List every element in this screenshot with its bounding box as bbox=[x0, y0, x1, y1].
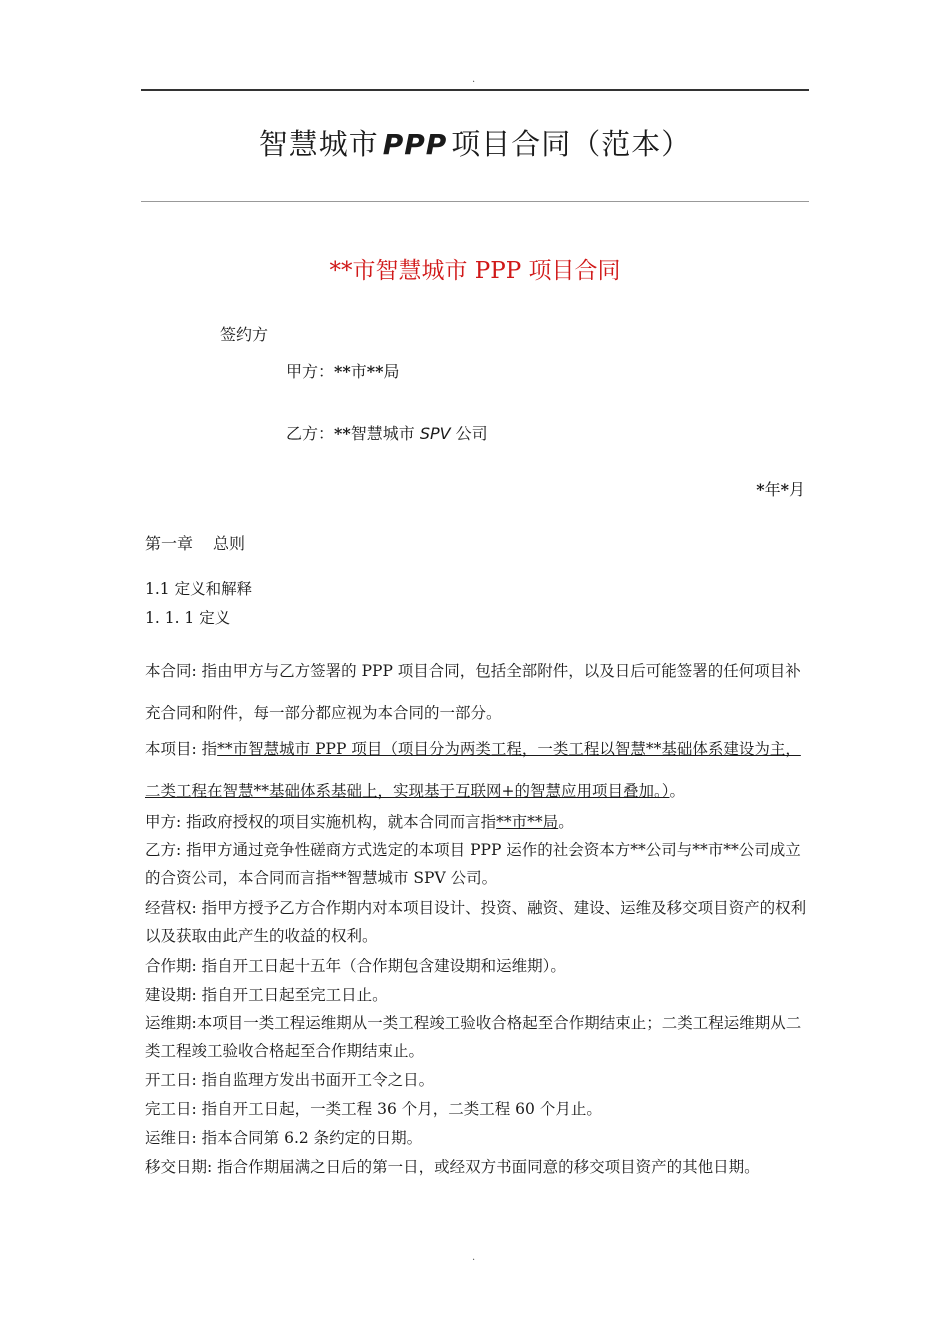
def-text: 指政府授权的项目实施机构，就本合同而言指 bbox=[181, 813, 497, 831]
date-year: 年 bbox=[764, 480, 781, 499]
def-om-period bbox=[145, 1009, 807, 1065]
def-term: 运维期: bbox=[145, 1014, 197, 1032]
party-a-line bbox=[286, 359, 400, 382]
def-contract bbox=[145, 650, 807, 734]
chapter-number: 第一章 bbox=[145, 534, 194, 553]
def-party-b bbox=[145, 836, 807, 892]
def-term: 本合同: bbox=[145, 662, 197, 680]
def-text: 本项目一类工程运维期从一类工程竣工验收合格起至合作期结束止；二类工程运维期从二类工程竣工验收合格起至合作期结束止。 bbox=[145, 1014, 802, 1060]
party-a-stars: ** bbox=[334, 362, 351, 381]
def-concession bbox=[145, 894, 807, 950]
date-star-year: * bbox=[756, 480, 765, 499]
signatories-label: 签约方 bbox=[220, 325, 269, 344]
header-rule bbox=[141, 89, 809, 91]
def-term: 移交日期: bbox=[145, 1158, 213, 1176]
def-text: 指甲方通过竞争性磋商方式选定的本项目 PPP 运作的社会资本方**公司与**市**公司成立的合资公司，本合同而言指**智慧城市 SPV 公司。 bbox=[145, 841, 801, 887]
party-b-line bbox=[286, 421, 488, 444]
party-a-stars-2: ** bbox=[366, 362, 384, 381]
def-term: 甲方: bbox=[145, 813, 182, 831]
sign-date bbox=[756, 477, 805, 500]
title-rule bbox=[141, 201, 809, 202]
def-text: 指合作期届满之日后的第一日，或经双方书面同意的移交项目资产的其他日期。 bbox=[212, 1158, 760, 1176]
def-text: 指本合同第 6.2 条约定的日期。 bbox=[196, 1129, 423, 1147]
title-suffix: 项目合同（范本） bbox=[451, 127, 692, 161]
title-prefix: 智慧城市 bbox=[258, 127, 379, 161]
project-description: **市智慧城市 PPP 项目（项目分为两类工程，一类工程以智慧**基础体系建设为主，二类工程在智慧**基础体系基础上，实现基于互联网+的智慧应用项目叠加。） bbox=[145, 740, 801, 800]
def-term: 建设期: bbox=[145, 986, 197, 1004]
party-b-stars: ** bbox=[334, 424, 351, 443]
def-party-a bbox=[145, 808, 807, 836]
footer-dot: . bbox=[472, 1252, 476, 1263]
party-a-city: 市 bbox=[350, 362, 367, 381]
chapter-name: 总则 bbox=[213, 534, 246, 553]
def-text: 指自开工日起十五年（合作期包含建设期和运维期）。 bbox=[196, 957, 566, 975]
section-1-1-1: 1. 1. 1 定义 bbox=[145, 609, 231, 627]
party-b-label: 乙方： bbox=[286, 424, 335, 443]
def-transfer-date bbox=[145, 1153, 807, 1181]
def-text: 指自开工日起，一类工程 36 个月，二类工程 60 个月止。 bbox=[196, 1100, 602, 1118]
def-text: 指自开工日起至完工日止。 bbox=[196, 986, 388, 1004]
party-a-name: **市**局 bbox=[496, 813, 559, 831]
def-completion-date bbox=[145, 1095, 807, 1123]
def-project bbox=[145, 728, 807, 812]
def-text-end: 。 bbox=[558, 813, 574, 831]
def-om-date bbox=[145, 1124, 807, 1152]
party-a-label: 甲方： bbox=[286, 362, 335, 381]
header-dot: . bbox=[472, 74, 476, 85]
party-b-name: 智慧城市 bbox=[350, 424, 420, 443]
title-ppp: PPP bbox=[382, 128, 448, 161]
party-b-spv: SPV bbox=[419, 424, 451, 443]
party-a-bureau: 局 bbox=[383, 362, 400, 381]
contract-title: **市智慧城市 PPP 项目合同 bbox=[329, 258, 621, 284]
def-term: 开工日: bbox=[145, 1071, 197, 1089]
def-term: 乙方: bbox=[145, 841, 182, 859]
def-text-end: 。 bbox=[669, 782, 686, 800]
def-term: 运维日: bbox=[145, 1129, 197, 1147]
def-term: 本项目: bbox=[145, 740, 197, 758]
def-term: 经营权: bbox=[145, 899, 197, 917]
def-construction-period bbox=[145, 981, 807, 1009]
def-term: 完工日: bbox=[145, 1100, 197, 1118]
def-text: 指甲方授予乙方合作期内对本项目设计、投资、融资、建设、运维及移交项目资产的权利以及获取由此产生的收益的权利。 bbox=[145, 899, 807, 945]
document-title bbox=[0, 122, 950, 163]
date-star-month: * bbox=[780, 480, 789, 499]
section-1-1: 1.1 定义和解释 bbox=[145, 580, 253, 598]
def-start-date bbox=[145, 1066, 807, 1094]
chapter-heading bbox=[145, 531, 245, 554]
def-text: 指自监理方发出书面开工令之日。 bbox=[196, 1071, 435, 1089]
def-text: 指由甲方与乙方签署的 PPP 项目合同，包括全部附件，以及日后可能签署的任何项目补充合同和附件，每一部分都应视为本合同的一部分。 bbox=[145, 662, 801, 722]
date-month: 月 bbox=[788, 480, 805, 499]
def-text: 指 bbox=[196, 740, 218, 758]
def-term: 合作期: bbox=[145, 957, 197, 975]
def-cooperation-period bbox=[145, 952, 807, 980]
party-b-company: 公司 bbox=[450, 424, 488, 443]
